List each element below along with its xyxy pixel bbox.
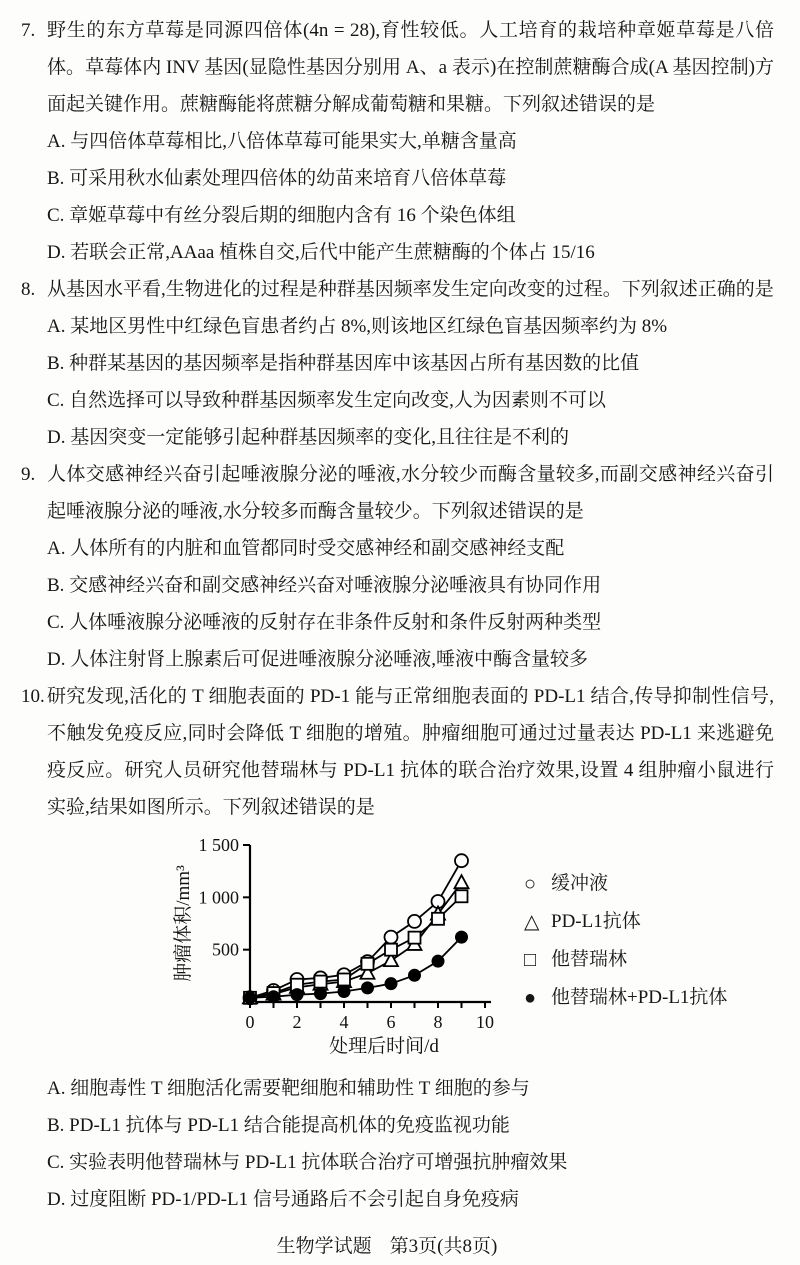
legend-item-3 (524, 948, 727, 972)
question-9-option-c: C. 人体唾液腺分泌唾液的反射存在非条件反射和条件反射两种类型 (47, 612, 602, 633)
tumor-volume-chart (172, 832, 512, 1066)
question-7-option-a: A. 与四倍体草莓相比,八倍体草莓可能果实大,单糖含量高 (47, 131, 517, 152)
triangle-open-icon: △ (524, 911, 540, 933)
tumor-volume-figure (172, 832, 774, 1066)
legend-item-2 (524, 910, 727, 934)
svg-text:0: 0 (245, 1012, 255, 1032)
legend-label: PD-L1抗体 (551, 911, 641, 932)
question-8-option-a: A. 某地区男性中红绿色盲患者约占 8%,则该地区红绿色盲基因频率约为 8% (47, 316, 668, 337)
question-8-stem (0, 271, 774, 308)
circle-filled-icon: ● (524, 987, 537, 1009)
question-7-stem (0, 12, 774, 123)
question-8-option-c: C. 自然选择可以导致种群基因频率发生定向改变,人为因素则不可以 (47, 390, 606, 411)
svg-text:2: 2 (292, 1012, 302, 1032)
legend-label: 他替瑞林+PD-L1抗体 (551, 987, 728, 1008)
chart-legend (512, 832, 727, 1066)
question-7-option-b: B. 可采用秋水仙素处理四倍体的幼苗来培育八倍体草莓 (47, 168, 507, 189)
question-9-option-a: A. 人体所有的内脏和血管都同时受交感神经和副交感神经支配 (47, 538, 565, 559)
svg-text:肿瘤体积/mm³: 肿瘤体积/mm³ (173, 865, 194, 982)
question-8 (0, 271, 774, 456)
svg-text:10: 10 (476, 1012, 494, 1032)
question-7-stem-text: 野生的东方草莓是同源四倍体(4n = 28),育性较低。人工培育的栽培种章姬草莓是八倍体。草莓体内 INV 基因(显隐性基因分别用 A、a 表示)在控制蔗糖酶合成(A 基因控制)方面起关键作用。蔗糖酶能将蔗糖分解成葡萄糖和果糖。下列叙述错误的是 (47, 20, 774, 115)
question-9-stem-text: 人体交感神经兴奋引起唾液腺分泌的唾液,水分较少而酶含量较多,而副交感神经兴奋引起唾液腺分泌的唾液,水分较多而酶含量较少。下列叙述错误的是 (47, 464, 774, 522)
question-7-option-c: C. 章姬草莓中有丝分裂后期的细胞内含有 16 个染色体组 (47, 205, 516, 226)
footer-exam-title: 生物学试题 (276, 1236, 372, 1257)
question-10-stem-text: 研究发现,活化的 T 细胞表面的 PD-1 能与正常细胞表面的 PD-L1 结合,传导抑制性信号,不触发免疫反应,同时会降低 T 细胞的增殖。肿瘤细胞可通过过量表达 PD-L1 来逃避免疫反应。研究人员研究他替瑞林与 PD-L1 抗体的联合治疗效果,设置 4 组肿瘤小鼠进行实验,结果如图所示。下列叙述错误的是 (47, 686, 774, 818)
footer-page-number: 第3页(共8页) (389, 1236, 498, 1257)
svg-text:500: 500 (212, 939, 239, 960)
question-7-option-d: D. 若联会正常,AAaa 植株自交,后代中能产生蔗糖酶的个体占 15/16 (47, 242, 595, 263)
svg-text:1 000: 1 000 (198, 887, 239, 908)
question-7-number: 7. (21, 20, 36, 41)
question-10-option-b: B. PD-L1 抗体与 PD-L1 结合能提高机体的免疫监视功能 (47, 1115, 510, 1136)
question-8-number: 8. (21, 279, 36, 300)
svg-text:1 500: 1 500 (198, 835, 239, 855)
question-9-stem (0, 456, 774, 530)
question-10-option-c: C. 实验表明他替瑞林与 PD-L1 抗体联合治疗可增强抗肿瘤效果 (47, 1152, 568, 1173)
question-9 (0, 456, 774, 678)
legend-item-4 (524, 986, 727, 1010)
svg-text:8: 8 (433, 1012, 443, 1032)
legend-label: 缓冲液 (551, 873, 609, 894)
question-8-option-b: B. 种群某基因的基因频率是指种群基因库中该基因占所有基因数的比值 (47, 353, 640, 374)
question-10-number: 10. (21, 686, 45, 707)
legend-item-1 (524, 872, 727, 896)
question-10-option-d: D. 过度阻断 PD-1/PD-L1 信号通路后不会引起自身免疫病 (47, 1189, 519, 1210)
question-7 (0, 12, 774, 271)
question-10-option-a: A. 细胞毒性 T 细胞活化需要靶细胞和辅助性 T 细胞的参与 (47, 1078, 530, 1099)
circle-open-icon: ○ (524, 873, 537, 895)
question-8-option-d: D. 基因突变一定能够引起种群基因频率的变化,且往往是不利的 (47, 427, 569, 448)
svg-text:6: 6 (386, 1012, 396, 1032)
question-8-stem-text: 从基因水平看,生物进化的过程是种群基因频率发生定向改变的过程。下列叙述正确的是 (47, 279, 774, 300)
legend-label: 他替瑞林 (551, 949, 628, 970)
svg-text:4: 4 (339, 1012, 349, 1032)
question-10-stem (0, 678, 774, 826)
svg-text:处理后时间/d: 处理后时间/d (329, 1036, 439, 1057)
page-footer (0, 1228, 774, 1265)
question-9-option-b: B. 交感神经兴奋和副交感神经兴奋对唾液腺分泌唾液具有协同作用 (47, 575, 602, 596)
question-9-number: 9. (21, 464, 36, 485)
question-9-option-d: D. 人体注射肾上腺素后可促进唾液腺分泌唾液,唾液中酶含量较多 (47, 649, 588, 670)
square-open-icon: □ (524, 949, 537, 971)
question-10 (0, 678, 774, 1218)
